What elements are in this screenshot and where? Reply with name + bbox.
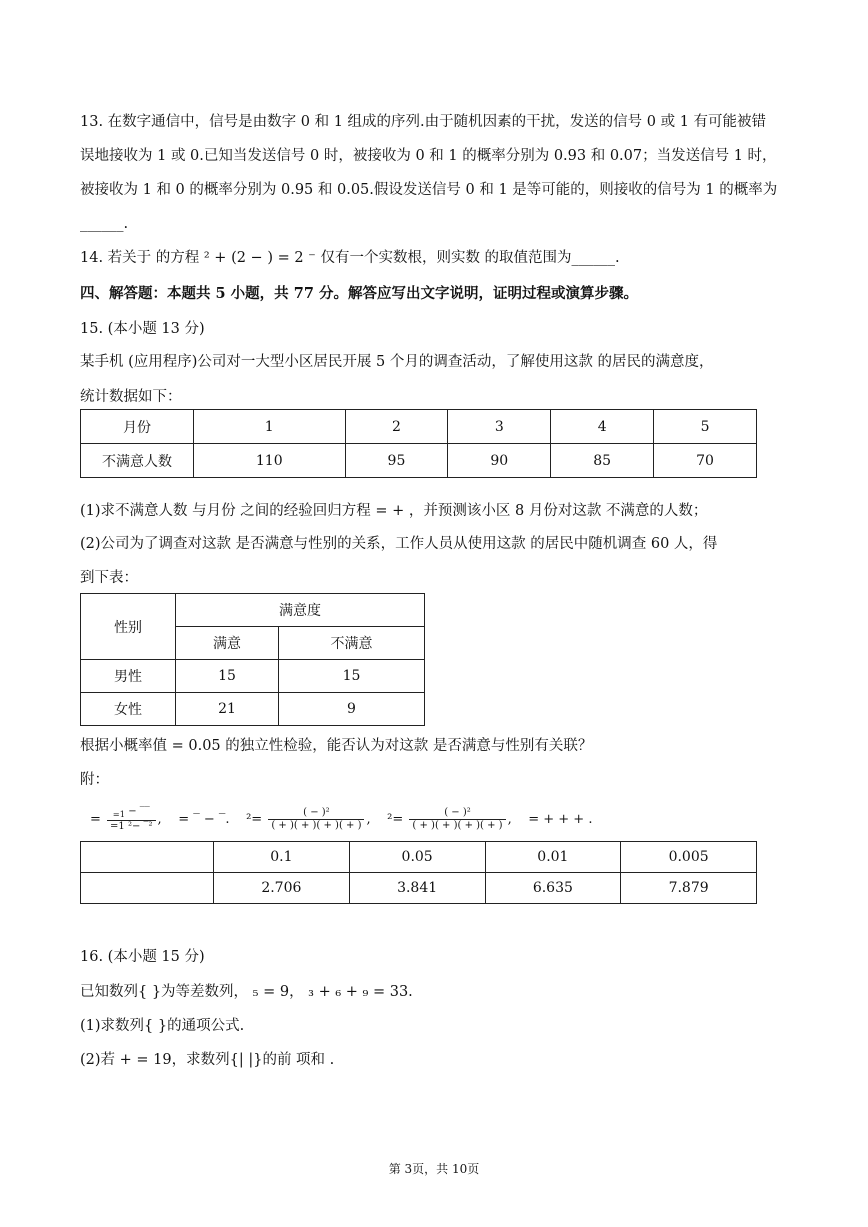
q15-part2-line1: (2)公司为了调查对这款 是否满意与性别的关系，工作人员从使用这款 的居民中随机调查 60 人，得 xyxy=(80,536,718,552)
table-cell xyxy=(81,842,214,873)
formula-b-denominator: =1 ²− ‾² xyxy=(110,821,153,832)
q16-line2: (1)求数列{ }的通项公式. xyxy=(80,1018,245,1034)
table-cell: 70 xyxy=(654,444,757,478)
critical-value-table xyxy=(80,841,757,904)
table-cell: 月份 xyxy=(81,410,194,444)
table-cell: 3.841 xyxy=(349,873,485,904)
table-cell: 5 xyxy=(654,410,757,444)
table-cell: 2 xyxy=(345,410,448,444)
q15-question: 根据小概率值 = 0.05 的独立性检验，能否认为对这款 是否满意与性别有关联？ xyxy=(80,738,593,754)
table-cell: 15 xyxy=(279,660,425,693)
table-row xyxy=(81,410,757,444)
table-cell: 95 xyxy=(345,444,448,478)
section-heading: 四、解答题：本题共 5 小题，共 77 分。解答应写出文字说明，证明过程或演算步骤。 xyxy=(80,285,638,302)
table-cell: 女性 xyxy=(81,693,176,726)
gender-satisfaction-table xyxy=(80,593,425,726)
table-cell: 0.01 xyxy=(485,842,621,873)
table-row xyxy=(81,594,425,627)
header-satisfied: 满意 xyxy=(176,627,279,660)
q16-line1: 已知数列{ }为等差数列， ₅ = 9， ₃ + ₆ + ₉ = 33. xyxy=(80,984,413,1000)
table-cell: 9 xyxy=(279,693,425,726)
table-cell: 7.879 xyxy=(621,873,757,904)
formula-chi-denominator: ( + )( + )( + )( + ) xyxy=(271,820,362,831)
table-cell: 21 xyxy=(176,693,279,726)
q15-intro-line2: 统计数据如下： xyxy=(80,389,182,405)
table-cell: 0.05 xyxy=(349,842,485,873)
table-cell: 4 xyxy=(551,410,654,444)
table-cell: 2.706 xyxy=(214,873,350,904)
q14-line1: 14. 若关于 的方程 ² + (2 − ) = 2 ⁻ 仅有一个实数根，则实数 的取值范围为______. xyxy=(80,250,620,266)
formula-b-fraction xyxy=(107,806,156,833)
formula-b-numerator xyxy=(107,806,156,821)
q16-title: 16. (本小题 15 分) xyxy=(80,949,205,965)
q13-line1: 13. 在数字通信中，信号是由数字 0 和 1 组成的序列.由于随机因素的干扰，发送的信号 0 或 1 有可能被错 xyxy=(80,114,767,130)
formula-b-num-index: =1 xyxy=(112,809,126,819)
q15-title: 15. (本小题 13 分) xyxy=(80,321,205,337)
q15-part1: (1)求不满意人数 与月份 之间的经验回归方程 = + ，并预测该小区 8 月份对这款 不满意的人数； xyxy=(80,503,708,519)
q16-line3: (2)若 + = 19，求数列{| |}的前 项和 . xyxy=(80,1052,335,1068)
formula-chi-lhs: ²= xyxy=(246,812,263,827)
table-cell: 3 xyxy=(448,410,551,444)
table-row xyxy=(81,444,757,478)
page-footer: 第 3页，共 10页 xyxy=(388,1162,480,1176)
formula-b-lhs: = xyxy=(90,812,101,827)
table-cell: 0.005 xyxy=(621,842,757,873)
table-cell: 110 xyxy=(194,444,346,478)
header-satisfaction: 满意度 xyxy=(176,594,425,627)
table-cell: 15 xyxy=(176,660,279,693)
formula-chi2-lhs: ²= xyxy=(387,812,404,827)
q13-line2: 误地接收为 1 或 0.已知当发送信号 0 时，被接收为 0 和 1 的概率分别为 0.93 和 0.07；当发送信号 1 时， xyxy=(80,148,777,164)
table-cell: 男性 xyxy=(81,660,176,693)
table-cell: 6.635 xyxy=(485,873,621,904)
formula-chi-numerator: ( − )² xyxy=(268,807,364,820)
formula-chi2-fraction xyxy=(409,807,505,832)
q15-part2-line2: 到下表： xyxy=(80,570,138,586)
table-cell: 85 xyxy=(551,444,654,478)
table-cell: 不满意人数 xyxy=(81,444,194,478)
table-row xyxy=(81,660,425,693)
table-cell: 90 xyxy=(448,444,551,478)
monthly-survey-table xyxy=(80,409,757,478)
table-row xyxy=(81,693,425,726)
header-gender: 性别 xyxy=(81,594,176,660)
appendix-label: 附： xyxy=(80,772,109,788)
table-cell xyxy=(81,873,214,904)
q13-line3: 被接收为 1 和 0 的概率分别为 0.95 和 0.05.假设发送信号 0 和 1 是等可能的，则接收的信号为 1 的概率为 xyxy=(80,182,778,198)
formula-line: = $\frac{_{=1} - ‾‾}{\text{=1 ²− ‾²}}$ , = ‾ − ‾. ²= $\frac{\text{( − )²}}{( + )( + )( + )( + )}$ , ²= $\frac{\text{( − )²}}{( + )( + )( + )( + )}$ , = + + + . xyxy=(90,806,593,832)
q15-intro-line1: 某手机 (应用程序)公司对一大型小区居民开展 5 个月的调查活动，了解使用这款 的居民的满意度， xyxy=(80,354,714,370)
table-row xyxy=(81,873,757,904)
formula-chi2-denominator: ( + )( + )( + )( + ) xyxy=(412,820,503,831)
header-unsatisfied: 不满意 xyxy=(279,627,425,660)
q13-line4: ______. xyxy=(80,216,129,232)
formula-chi-fraction xyxy=(268,807,364,832)
formula-b-num-text: − ‾‾ xyxy=(128,806,150,817)
formula-n: = + + + . xyxy=(528,812,593,827)
table-row xyxy=(81,842,757,873)
table-cell: 1 xyxy=(194,410,346,444)
formula-chi2-numerator: ( − )² xyxy=(409,807,505,820)
formula-a: = ‾ − ‾. xyxy=(178,812,230,827)
table-cell: 0.1 xyxy=(214,842,350,873)
